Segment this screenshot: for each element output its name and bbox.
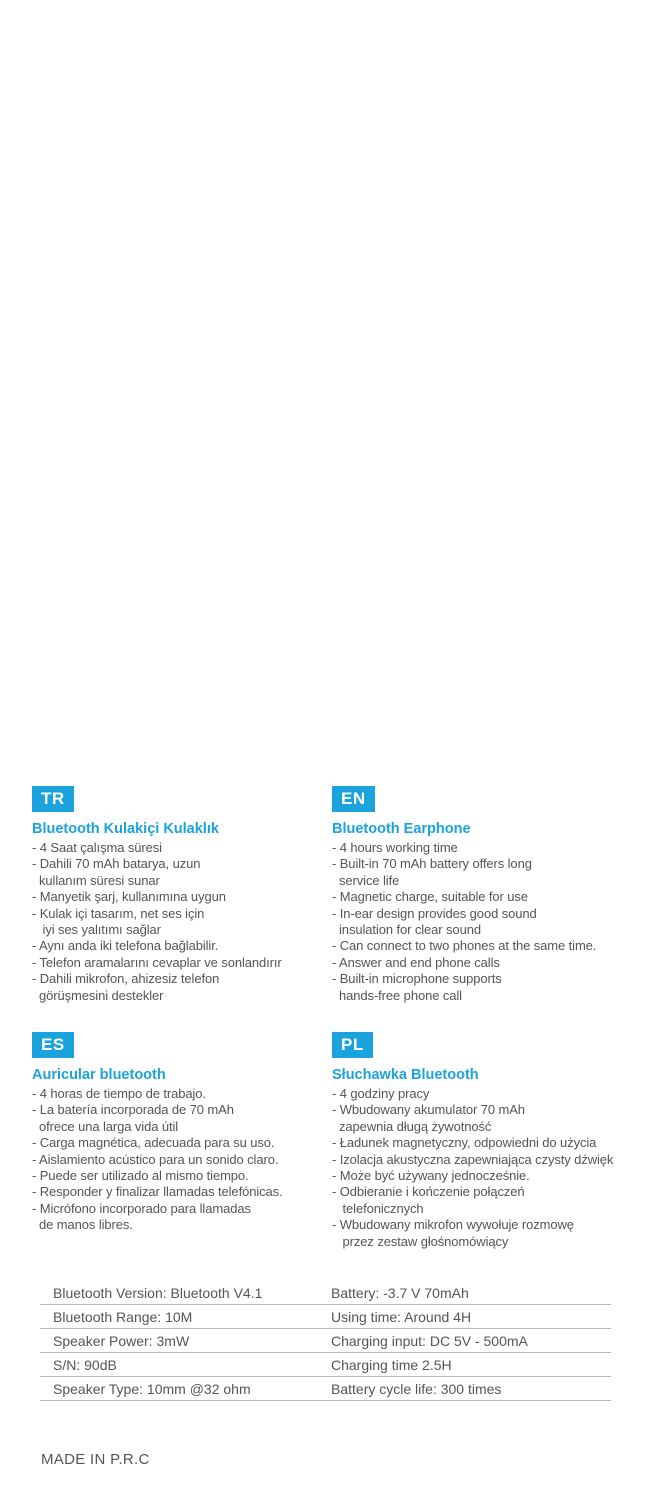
feature-item: zapewnia długą żywotność (332, 1118, 492, 1134)
made-in-label: MADE IN P.R.C (41, 1451, 150, 1468)
spec-row (40, 1305, 611, 1329)
feature-item: przez zestaw głośnomówiący (332, 1233, 509, 1249)
product-title-en: Bluetooth Earphone (332, 821, 471, 837)
spec-cell: S/N: 90dB (40, 1353, 331, 1377)
section-tr (32, 786, 352, 1004)
spec-cell: Battery: -3.7 V 70mAh (331, 1281, 611, 1305)
feature-item: - 4 godziny pracy (332, 1086, 430, 1101)
feature-item: - Aislamiento acústico para un sonido claro. (32, 1151, 279, 1167)
feature-item: - Responder y finalizar llamadas telefónicas. (32, 1184, 283, 1200)
product-title-tr: Bluetooth Kulakiçi Kulaklık (32, 821, 219, 837)
feature-item: - La batería incorporada de 70 mAh (32, 1102, 234, 1118)
feature-item: telefonicznych (332, 1200, 424, 1216)
feature-item: - Puede ser utilizado al mismo tiempo. (32, 1168, 249, 1184)
feature-item: - Wbudowany akumulator 70 mAh (332, 1102, 525, 1118)
spec-row (40, 1377, 611, 1401)
feature-item: - 4 hours working time (332, 840, 458, 855)
feature-item: - In-ear design provides good sound (332, 905, 537, 921)
feature-item: - Magnetic charge, suitable for use (332, 889, 528, 905)
feature-item: - Dahili 70 mAh batarya, uzun (32, 856, 201, 872)
feature-item: - Aynı anda iki telefona bağlabilir. (32, 938, 219, 954)
language-badge-pl: PL (332, 1032, 373, 1058)
spec-row (40, 1281, 611, 1305)
feature-item: - 4 Saat çalışma süresi (32, 840, 162, 855)
specifications-table (40, 1281, 611, 1401)
spec-cell: Bluetooth Version: Bluetooth V4.1 (40, 1281, 331, 1305)
feature-item: - Kulak içi tasarım, net ses için (32, 905, 205, 921)
feature-item: - Built-in 70 mAh battery offers long (332, 856, 532, 872)
spec-cell: Speaker Type: 10mm @32 ohm (40, 1377, 331, 1401)
spec-cell: Bluetooth Range: 10M (40, 1305, 331, 1329)
product-title-es: Auricular bluetooth (32, 1067, 166, 1083)
section-es (32, 1032, 352, 1234)
spec-row (40, 1353, 611, 1377)
feature-item: - Can connect to two phones at the same time. (332, 938, 597, 954)
feature-item: - Micrófono incorporado para llamadas (32, 1200, 251, 1216)
section-pl (332, 1032, 652, 1250)
language-badge-tr: TR (32, 786, 74, 812)
feature-item: insulation for clear sound (332, 922, 481, 938)
feature-item: - Dahili mikrofon, ahizesiz telefon (32, 971, 220, 987)
feature-item: - Telefon aramalarını cevaplar ve sonlandırır (32, 954, 282, 970)
feature-list-tr (32, 840, 352, 1004)
feature-item: service life (332, 872, 400, 888)
feature-item: görüşmesini destekler (32, 987, 164, 1003)
feature-item: de manos libres. (32, 1217, 133, 1233)
product-title-pl: Słuchawka Bluetooth (332, 1067, 479, 1083)
feature-item: iyi ses yalıtımı sağlar (32, 922, 161, 938)
feature-item: - 4 horas de tiempo de trabajo. (32, 1086, 206, 1101)
spec-cell: Using time: Around 4H (331, 1305, 611, 1329)
feature-item: - Manyetik şarj, kullanımına uygun (32, 889, 226, 905)
feature-item: - Built-in microphone supports (332, 971, 502, 987)
feature-item: hands-free phone call (332, 987, 462, 1003)
feature-item: ofrece una larga vida útil (32, 1118, 179, 1134)
section-en (332, 786, 652, 1004)
feature-item: - Answer and end phone calls (332, 954, 500, 970)
feature-item: - Wbudowany mikrofon wywołuje rozmowę (332, 1217, 574, 1233)
spec-cell: Charging time 2.5H (331, 1353, 611, 1377)
spec-cell: Charging input: DC 5V - 500mA (331, 1329, 611, 1353)
feature-item: - Carga magnética, adecuada para su uso. (32, 1135, 275, 1151)
feature-list-en (332, 840, 652, 1004)
feature-list-pl (332, 1086, 652, 1250)
language-badge-en: EN (332, 786, 375, 812)
spec-row (40, 1329, 611, 1353)
feature-item: - Może być używany jednocześnie. (332, 1168, 530, 1184)
spec-cell: Battery cycle life: 300 times (331, 1377, 611, 1401)
language-badge-es: ES (32, 1032, 74, 1058)
feature-item: kullanım süresi sunar (32, 872, 160, 888)
feature-item: - Ładunek magnetyczny, odpowiedni do użycia (332, 1135, 597, 1151)
spec-cell: Speaker Power: 3mW (40, 1329, 331, 1353)
feature-item: - Izolacja akustyczna zapewniająca czysty dźwięk (332, 1151, 614, 1167)
feature-item: - Odbieranie i kończenie połączeń (332, 1184, 525, 1200)
feature-list-es (32, 1086, 352, 1234)
